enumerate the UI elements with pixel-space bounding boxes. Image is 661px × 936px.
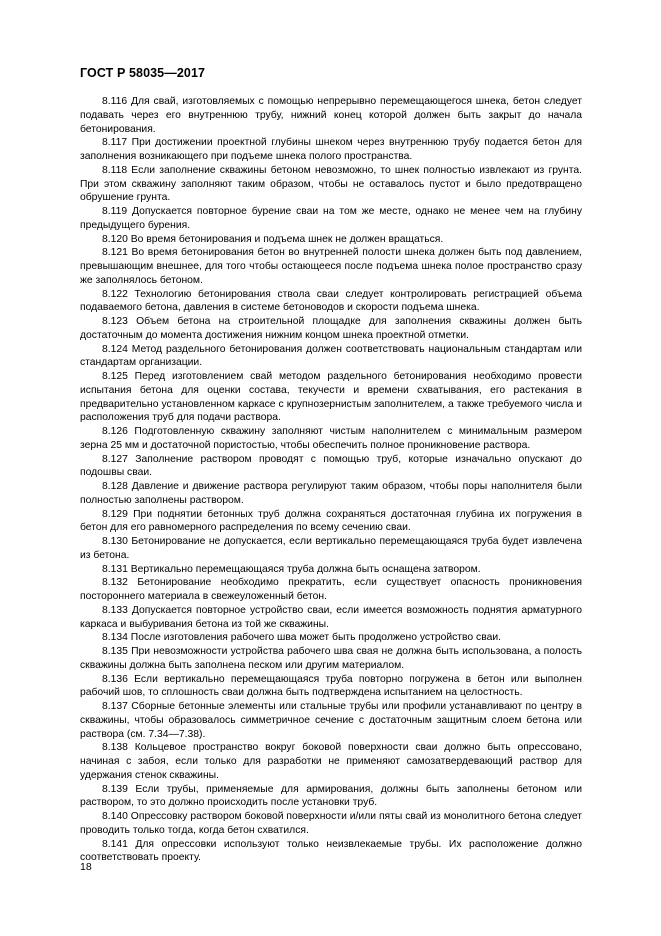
paragraph-8-141: 8.141 Для опрессовки используют только неизвлекаемые трубы. Их расположение должно соответствовать проекту. (80, 838, 582, 864)
paragraph-8-137: 8.137 Сборные бетонные элементы или стальные трубы или профили устанавливают по центру в скважины, чтобы образовалось симметричное сечение с достаточным защитным слоем бетона или раствора (см. 7.34—7.38). (80, 701, 582, 740)
paragraph-8-129: 8.129 При поднятии бетонных труб должна сохраняться достаточная глубина их погружения в бетон для его равномерного распределения по всему сечению сваи. (80, 508, 582, 534)
paragraph-8-120: 8.120 Во время бетонирования и подъема шнек не должен вращаться. (102, 233, 444, 245)
paragraph-8-131: 8.131 Вертикально перемещающаяся труба должна быть оснащена затвором. (102, 563, 481, 575)
paragraph-8-119: 8.119 Допускается повторное бурение сваи на том же месте, однако не менее чем на глубину предыдущего бурения. (80, 206, 582, 231)
page-number: 18 (80, 861, 92, 873)
paragraph-8-123: 8.123 Объем бетона на строительной площадке для заполнения скважины должен быть достаточным до момента достижения нижним концом шнека проектной отметки. (80, 316, 582, 341)
paragraph-8-122: 8.122 Технологию бетонирования ствола сваи следует контролировать регистрацией объема подаваемого бетона, давления в системе бетоноводов и скорости подъема шнека. (80, 288, 582, 314)
paragraph-8-118: 8.118 Если заполнение скважины бетоном невозможно, то шнек полностью извлекают из грунта. При этом скважину заполняют таким образом, чтобы не оставалось пустот и было предотвращено обрушение грунта. (80, 164, 582, 204)
document-body (80, 95, 582, 865)
paragraph-8-126: 8.126 Подготовленную скважину заполняют чистым наполнителем с минимальным размером зерна 25 мм и достаточной пористостью, чтобы обеспечить полное проникновение раствора. (80, 426, 582, 451)
paragraph-8-138: 8.138 Кольцевое пространство вокруг боковой поверхности сваи должно быть опрессовано, начиная с забоя, если только для разработки не применяют самозатвердевающий раствор для удержания стенок скважины. (80, 742, 582, 781)
paragraph-8-116: 8.116 Для свай, изготовляемых с помощью непрерывно перемещающегося шнека, бетон следует подавать через его внутреннюю трубу, нижний конец которой должен быть закрыт до начала бетонирования. (80, 96, 582, 135)
paragraph-8-127: 8.127 Заполнение раствором проводят с помощью труб, которые изначально опускают до подошвы сваи. (80, 453, 582, 479)
paragraph-8-139: 8.139 Если трубы, применяемые для армирования, должны быть заполнены бетоном или раствором, то это должно происходить после установки труб. (80, 783, 582, 809)
paragraph-8-133: 8.133 Допускается повторное устройство сваи, если имеется возможность поднятия арматурного каркаса и выбуривания бетона из той же скважины. (80, 604, 582, 630)
paragraph-8-124: 8.124 Метод раздельного бетонирования должен соответствовать национальным стандартам или стандартам организации. (80, 343, 582, 369)
paragraph-8-117: 8.117 При достижении проектной глубины шнеком через внутреннюю трубу подается бетон для заполнения возникающего при подъеме шнека полого пространства. (80, 137, 582, 162)
paragraph-8-125: 8.125 Перед изготовлением свай методом раздельного бетонирования необходимо провести испытания бетона для оценки состава, текучести и времени схватывания, его растекания в предварительно установленном каркасе с крупнозернистым заполнителем, а также требуемого числа и расположения труб для подачи раствора. (80, 371, 582, 424)
paragraph-8-130: 8.130 Бетонирование не допускается, если вертикально перемещающаяся труба будет извлечена из бетона. (80, 536, 582, 561)
paragraph-8-128: 8.128 Давление и движение раствора регулируют таким образом, чтобы поры наполнителя были полностью заполнены раствором. (80, 481, 582, 506)
paragraph-8-121: 8.121 Во время бетонирования бетон во внутренней полости шнека должен быть под давлением, превышающим внешнее, для того чтобы остающееся после подъема шнека полое пространство сразу же заполнялось бетоном. (80, 247, 582, 286)
document-header: ГОСТ Р 58035—2017 (80, 66, 206, 80)
paragraph-8-134: 8.134 После изготовления рабочего шва может быть продолжено устройство сваи. (102, 632, 501, 644)
paragraph-8-132: 8.132 Бетонирование необходимо прекратить, если существует опасность проникновения постороннего материала в свежеуложенный бетон. (80, 577, 582, 602)
paragraph-8-135: 8.135 При невозможности устройства рабочего шва свая не должна быть использована, а полость скважины должна быть заполнена песком или другим материалом. (80, 646, 582, 671)
paragraph-8-140: 8.140 Опрессовку раствором боковой поверхности и/или пяты свай из монолитного бетона следует проводить только тогда, когда бетон схватился. (80, 811, 582, 836)
paragraph-8-136: 8.136 Если вертикально перемещающаяся труба повторно погружена в бетон или выполнен рабочий шов, то сплошность сваи должна быть подтверждена испытанием на целостность. (80, 673, 582, 699)
